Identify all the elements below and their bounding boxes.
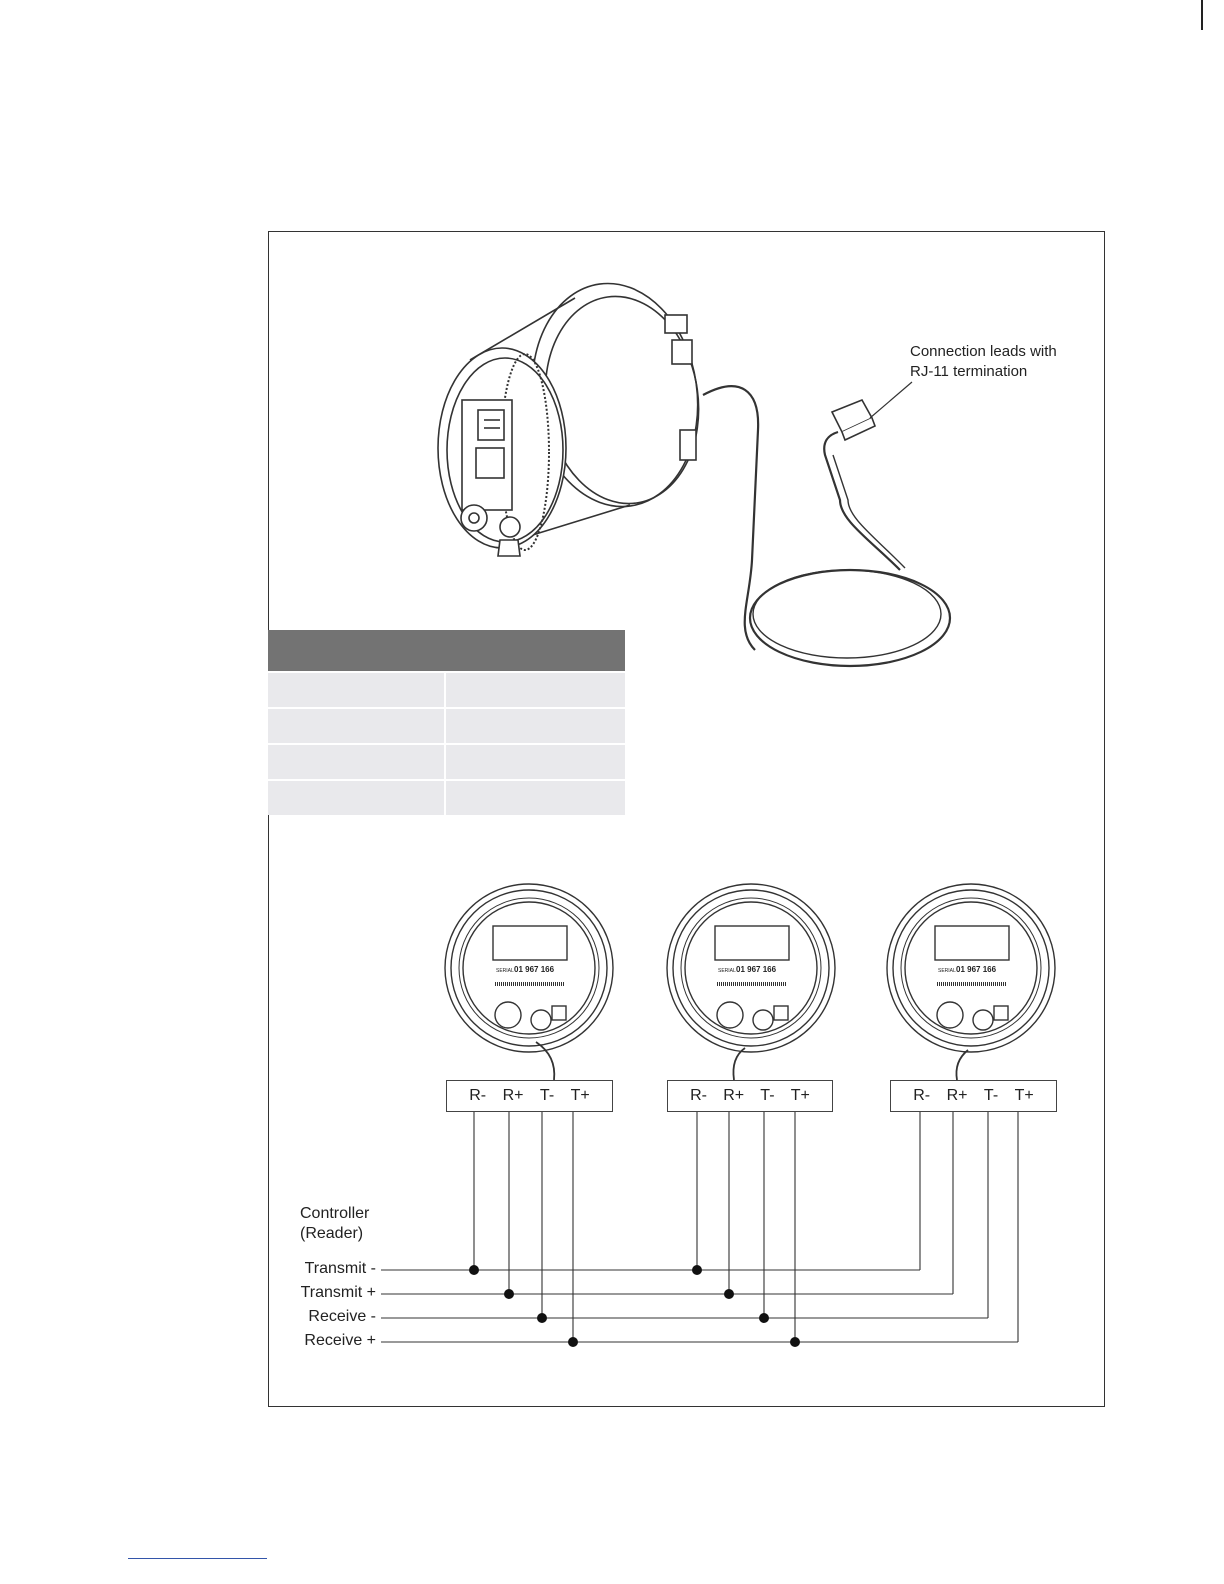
meter-3-serial: 01 967 166 xyxy=(956,965,997,974)
wire-label-transmit-minus: Transmit - xyxy=(304,1260,376,1277)
meter-face-2 xyxy=(667,884,835,1080)
wire-label-receive-plus: Receive + xyxy=(304,1332,376,1349)
controller-line-2: (Reader) xyxy=(300,1225,364,1242)
terminal-t-plus: T+ xyxy=(790,1087,810,1104)
pin-table-header xyxy=(268,630,625,672)
meter-1-serial-prefix: SERIAL xyxy=(496,968,514,974)
callout-line-2: RJ-11 termination xyxy=(910,363,1028,380)
meter-face-3 xyxy=(887,884,1055,1080)
table-row xyxy=(268,780,625,815)
meter-face-1 xyxy=(445,884,613,1080)
meter-1-serial: 01 967 166 xyxy=(514,965,555,974)
terminal-block-2 xyxy=(667,1080,833,1112)
wire-label-transmit-plus: Transmit + xyxy=(300,1284,376,1301)
footer-link-rule xyxy=(128,1558,267,1559)
terminal-r-plus: R+ xyxy=(502,1087,524,1104)
terminal-t-minus: T- xyxy=(760,1087,775,1104)
terminal-r-plus: R+ xyxy=(723,1087,745,1104)
meter-3-serial-prefix: SERIAL xyxy=(938,968,956,974)
terminal-r-minus: R- xyxy=(913,1087,931,1104)
terminal-t-minus: T- xyxy=(983,1087,999,1104)
controller-line-1: Controller xyxy=(300,1205,370,1222)
table-row xyxy=(268,744,625,780)
terminal-t-plus: T+ xyxy=(1014,1087,1034,1104)
controller-label xyxy=(300,1204,369,1244)
junction-dots xyxy=(469,1265,800,1347)
terminal-t-minus: T- xyxy=(539,1087,555,1104)
rj11-callout xyxy=(910,342,1057,382)
terminal-r-minus: R- xyxy=(690,1087,707,1104)
meter-illustration xyxy=(438,273,950,666)
terminal-r-plus: R+ xyxy=(946,1087,968,1104)
meter-2-serial-prefix: SERIAL xyxy=(718,968,736,974)
meter-2-serial: 01 967 166 xyxy=(736,965,777,974)
wire-label-receive-minus: Receive - xyxy=(308,1308,376,1325)
terminal-block-1 xyxy=(446,1080,613,1112)
callout-line-1: Connection leads with xyxy=(910,343,1057,360)
table-row xyxy=(268,672,625,708)
terminal-t-plus: T+ xyxy=(570,1087,590,1104)
pin-table xyxy=(268,630,625,815)
terminal-r-minus: R- xyxy=(469,1087,487,1104)
terminal-block-3 xyxy=(890,1080,1057,1112)
table-row xyxy=(268,708,625,744)
bus-wires xyxy=(381,1112,1018,1342)
